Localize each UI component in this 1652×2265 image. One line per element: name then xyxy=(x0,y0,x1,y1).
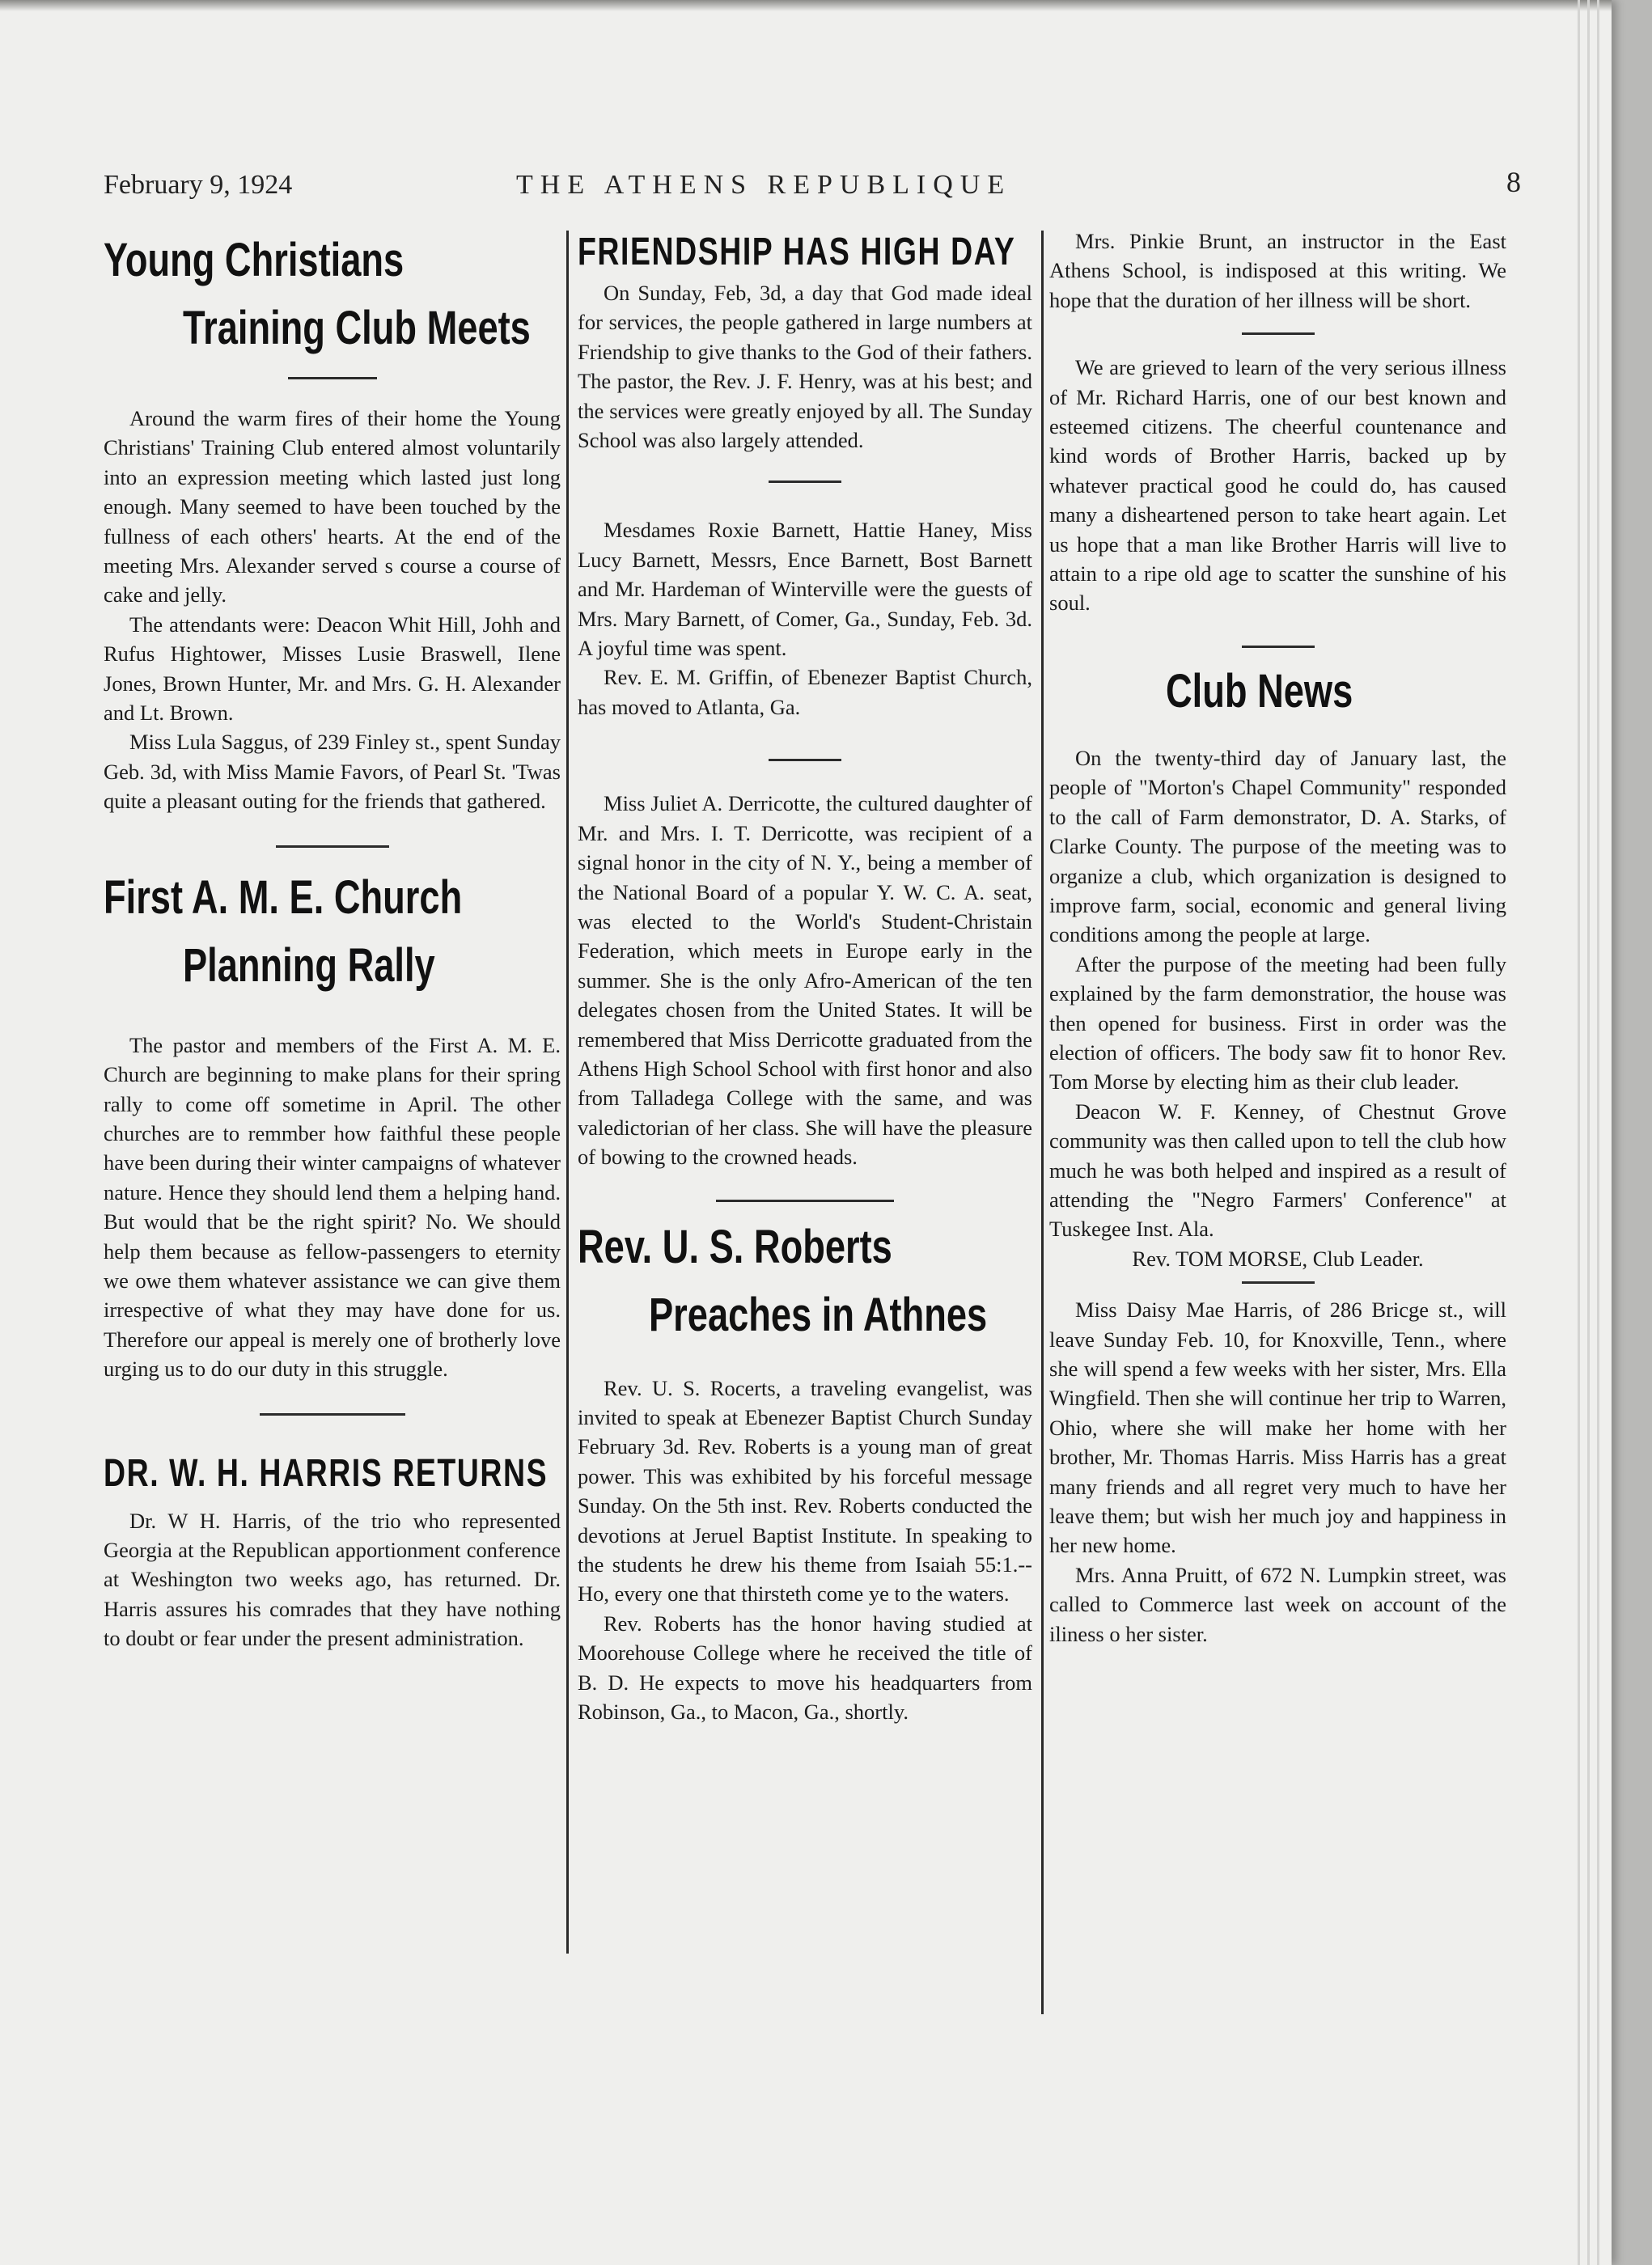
headline-first-ame-line2: Planning Rally xyxy=(183,938,435,992)
column-rule-left xyxy=(566,231,569,1954)
divider xyxy=(1242,332,1315,335)
article-paragraph: Rev. U. S. Rocerts, a traveling evangelist, was invited to speak at Ebenezer Baptist Church Sunday February 3d. Rev. Roberts is a young man of great power. This was exhibited by his forceful message Sunday. On the 5th inst. Rev. Roberts conducted the devotions at Jeruel Baptist Institute. In speaking to the students he drew his theme from Isaiah 55:1.--Ho, every one that thirsteth come ye to the waters. xyxy=(578,1375,1032,1607)
divider xyxy=(769,759,841,761)
article-paragraph: On Sunday, Feb, 3d, a day that God made ideal for services, the people gathered in large numbers at Friendship to give thanks to the God of their fathers. The pastor, the Rev. J. F. Henry, was at his best; and the services were greatly enjoyed by all. The Sunday School was also largely attended. xyxy=(578,281,1032,453)
article-paragraph: Miss Juliet A. Derricotte, the cultured daughter of Mr. and Mrs. I. T. Derricotte, was recipient of a signal honor in the city of N. Y., being a member of the National Board of a popular Y. W. C. A. seat, was elected to the World's Student-Christain Federation, which meets in Europe early in the summer. She is the only Afro-American of the ten delegates chosen from the United States. It will be remembered that Miss Derricotte graduated from the Athens High School School with first honor and also from Talladega College with the same, and was valedictorian of her class. She will have the pleasure of bowing to the crowned heads. xyxy=(578,791,1032,1170)
divider xyxy=(716,1200,894,1202)
article-paragraph: Dr. W H. Harris, of the trio who represented Georgia at the Republican apportionment conference at Weshington two weeks ago, has returned. Dr. Harris assures his comrades that they have nothing to doubt or fear under the present administration. xyxy=(104,1508,561,1651)
page-edge xyxy=(1573,0,1605,2265)
article-paragraph: The pastor and members of the First A. M. E. Church are beginning to make plans for their spring rally to come off sometime in April. The other churches are to remmber how faithful these people have been during their winter campaigns of whatever nature. Hence they should lend them a helping hand. But would that be the right spirit? No. We should help them because as fellow-passengers to eternity we owe them whatever assistance we can give them irrespective of what they may have done for us. Therefore our appeal is merely one of brotherly love urging us to do our duty in this struggle. xyxy=(104,1032,561,1382)
article-paragraph: Rev. Roberts has the honor having studied at Moorehouse College where he received the title of B. D. He expects to move his headquarters from Robinson, Ga., to Macon, Ga., shortly. xyxy=(578,1611,1032,1725)
article-paragraph: After the purpose of the meeting had been fully explained by the farm demonstratior, the house was then opened for business. First in order was the election of officers. The body saw fit to honor Rev. Tom Morse by electing him as their club leader. xyxy=(1049,951,1506,1094)
headline-club-news: Club News xyxy=(1166,664,1353,718)
headline-dr-harris: DR. W. H. HARRIS RETURNS xyxy=(104,1451,549,1495)
issue-date: February 9, 1924 xyxy=(104,170,293,200)
column-3 xyxy=(1049,226,1506,1649)
article-paragraph: Miss Lula Saggus, of 239 Finley st., spent Sunday Geb. 3d, with Miss Mamie Favors, of Pearl St. 'Twas quite a pleasant outing for the friends that gathered. xyxy=(104,730,561,814)
column-rule-right xyxy=(1041,231,1044,2014)
article-paragraph: Mrs. Pinkie Brunt, an instructor in the East Athens School, is indisposed at this writing. We hope that the duration of her illness will be short. xyxy=(1049,229,1506,312)
article-paragraph: Around the warm fires of their home the Young Christians' Training Club entered almost voluntarily into an expression meeting which lasted just long enough. Many seemed to have been touched by the fullness of each others' hearts. At the end of the meeting Mrs. Alexander served s course a course of cake and jelly. xyxy=(104,406,561,608)
article-signature: Rev. TOM MORSE, Club Leader. xyxy=(1132,1246,1424,1271)
headline-young-christians-line2: Training Club Meets xyxy=(183,302,531,354)
column-1 xyxy=(104,226,561,1653)
article-paragraph: On the twenty-third day of January last, the people of "Morton's Chapel Community" responded to the call of Farm demonstrator, D. A. Starks, of Clarke County. The purpose of the meeting was to organize a club, which organization is designed to improve farm, social, economic and general living conditions among the people at large. xyxy=(1049,745,1506,947)
article-paragraph: The attendants were: Deacon Whit Hill, Johh and Rufus Hightower, Misses Lusie Braswell, Ilene Jones, Brown Hunter, Mr. and Mrs. G. H. Alexander and Lt. Brown. xyxy=(104,612,561,726)
article-paragraph: We are grieved to learn of the very serious illness of Mr. Richard Harris, one of our best known and esteemed citizens. The cheerful countenance and kind words of Brother Harris, backed up by whatever practical good he could do, has caused many a disheartened person to take heart again. Let us hope that a man like Brother Harris will live to attain to a ripe old age to scatter the sunshine of his soul. xyxy=(1049,355,1506,616)
article-paragraph: Rev. E. M. Griffin, of Ebenezer Baptist Church, has moved to Atlanta, Ga. xyxy=(578,665,1032,719)
divider xyxy=(769,481,841,483)
divider xyxy=(1242,646,1315,648)
divider xyxy=(276,845,389,848)
headline-rev-roberts-line2: Preaches in Athnes xyxy=(649,1288,988,1341)
divider xyxy=(260,1413,405,1416)
article-paragraph: Mesdames Roxie Barnett, Hattie Haney, Miss Lucy Barnett, Messrs, Ence Barnett, Bost Barnett and Mr. Hardeman of Winterville were the guests of Mrs. Mary Barnett, of Comer, Ga., Sunday, Feb. 3d. A joyful time was spent. xyxy=(578,518,1032,661)
masthead xyxy=(97,166,1521,218)
headline-first-ame-line1: First A. M. E. Church xyxy=(104,870,463,924)
newspaper-title: THE ATHENS REPUBLIQUE xyxy=(516,170,1012,200)
headline-friendship: FRIENDSHIP HAS HIGH DAY xyxy=(578,231,1016,273)
column-2 xyxy=(578,226,1032,1726)
divider xyxy=(1242,1281,1315,1284)
article-paragraph: Deacon W. F. Kenney, of Chestnut Grove community was then called upon to tell the club how much he was both helped and inspired as a result of attending the "Negro Farmers' Conference" at Tuskegee Inst. Ala. xyxy=(1049,1099,1506,1242)
article-paragraph: Mrs. Anna Pruitt, of 672 N. Lumpkin street, was called to Commerce last week on account of the iliness o her sister. xyxy=(1049,1562,1506,1646)
page-number: 8 xyxy=(1506,166,1521,198)
article-paragraph: Miss Daisy Mae Harris, of 286 Bricge st., will leave Sunday Feb. 10, for Knoxville, Tenn., where she will spend a few weeks with her sister, Mrs. Ella Wingfield. Then she will continue her trip to Warren, Ohio, where she will make her home with her brother, Mr. Thomas Harris. Miss Harris has a great many friends and all regret very much to have her leave them; but wish her much joy and happiness in her new home. xyxy=(1049,1298,1506,1558)
headline-rev-roberts-line1: Rev. U. S. Roberts xyxy=(578,1220,892,1273)
headline-young-christians-line1: Young Christians xyxy=(104,234,405,286)
divider xyxy=(288,377,377,379)
